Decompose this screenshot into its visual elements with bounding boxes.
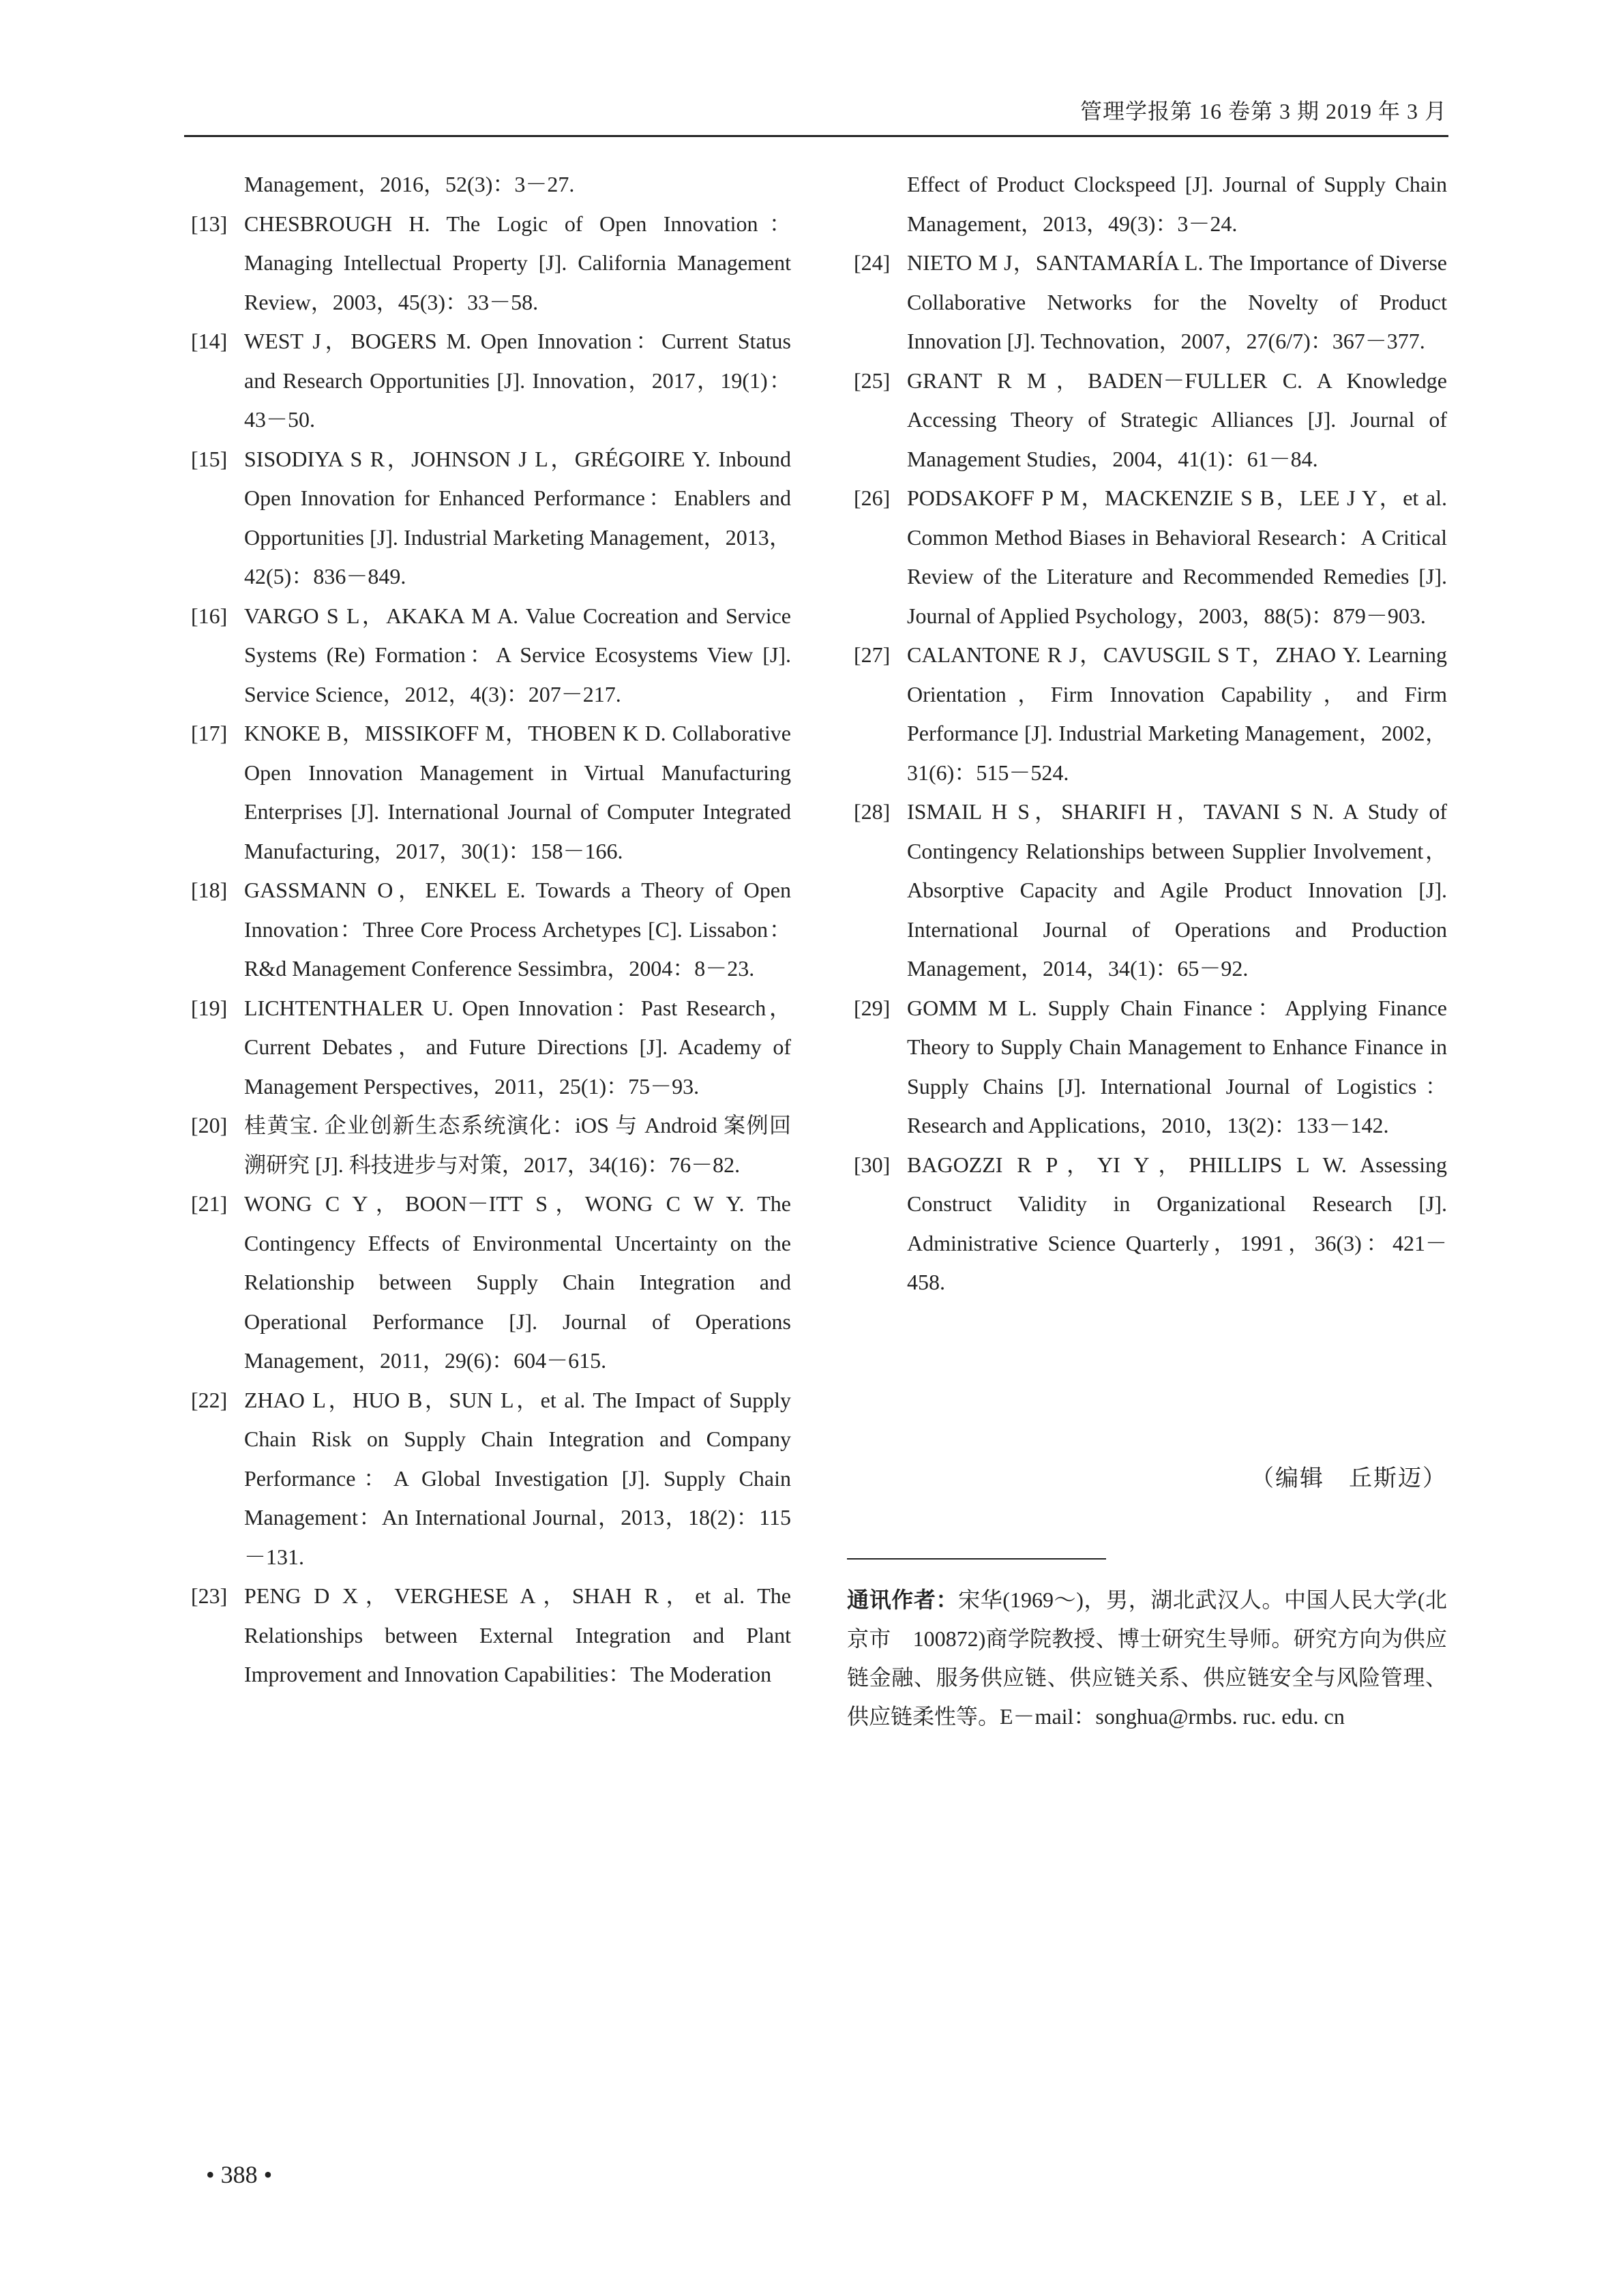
footnote-label: 通讯作者：: [847, 1587, 959, 1613]
reference-number: [14]: [191, 329, 228, 353]
reference-item: [184, 440, 791, 597]
reference-item: [847, 361, 1447, 479]
references-right-column: [847, 165, 1447, 1302]
reference-item: [184, 871, 791, 989]
reference-item: [847, 989, 1447, 1146]
reference-item: [184, 714, 791, 871]
reference-number: [19]: [191, 995, 228, 1020]
reference-item: [184, 989, 791, 1107]
reference-text: NIETO M J，SANTAMARÍA L. The Importance of Diverse Collaborative Networks for the Novelty of Product Innovation [J]. Technovation，2007，27(6/7)：367－377.: [907, 250, 1447, 353]
reference-item: [184, 1381, 791, 1577]
reference-item: [847, 792, 1447, 989]
reference-text: KNOKE B，MISSIKOFF M，THOBEN K D. Collaborative Open Innovation Management in Virtual Manufacturing Enterprises [J]. International Journal of Computer Integrated Manufacturing，2017，30(1)：158－166.: [244, 721, 791, 863]
reference-text: Effect of Product Clockspeed [J]. Journal of Supply Chain Management，2013，49(3)：3－24.: [907, 172, 1447, 236]
reference-text: 桂黄宝. 企业创新生态系统演化：iOS 与 Android 案例回溯研究 [J]. 科技进步与对策，2017，34(16)：76－82.: [244, 1113, 791, 1177]
reference-text: Management，2016，52(3)：3－27.: [244, 172, 575, 196]
reference-text: GASSMANN O，ENKEL E. Towards a Theory of Open Innovation：Three Core Process Archetypes [C]. Lissabon：R&d Management Conference Sessimbra，2004：8－23.: [244, 878, 791, 981]
reference-number: [23]: [191, 1583, 228, 1608]
reference-number: [13]: [191, 211, 228, 236]
reference-item: [184, 322, 791, 440]
reference-number: [15]: [191, 446, 228, 471]
reference-item: [847, 636, 1447, 792]
reference-number: [20]: [191, 1113, 228, 1137]
reference-item: [184, 165, 791, 205]
reference-number: [27]: [854, 642, 891, 667]
reference-text: BAGOZZI R P，YI Y，PHILLIPS L W. Assessing Construct Validity in Organizational Research [J]. Administrative Science Quarterly，1991，36(3)：421－458.: [907, 1152, 1447, 1294]
reference-text: SISODIYA S R，JOHNSON J L，GRÉGOIRE Y. Inbound Open Innovation for Enhanced Performance：Enablers and Opportunities [J]. Industrial Marketing Management，2013，42(5)：836－849.: [244, 446, 791, 588]
footnote-rule: [847, 1558, 1106, 1560]
reference-text: GRANT R M，BADEN－FULLER C. A Knowledge Accessing Theory of Strategic Alliances [J]. Journal of Management Studies，2004，41(1)：61－84.: [907, 368, 1447, 471]
page-number: • 388 •: [206, 2161, 273, 2188]
reference-item: [847, 165, 1447, 243]
reference-number: [18]: [191, 878, 228, 902]
reference-text: CHESBROUGH H. The Logic of Open Innovation：Managing Intellectual Property [J]. California Management Review，2003，45(3)：33－58.: [244, 211, 791, 314]
reference-item: [847, 1146, 1447, 1302]
reference-item: [184, 205, 791, 323]
reference-number: [26]: [854, 486, 891, 510]
reference-number: [21]: [191, 1191, 228, 1216]
editor-note: （编辑 丘斯迈）: [1251, 1465, 1447, 1492]
header-rule: [184, 135, 1448, 137]
reference-text: WEST J，BOGERS M. Open Innovation：Current Status and Research Opportunities [J]. Innovation，2017，19(1)：43－50.: [244, 329, 791, 432]
reference-text: VARGO S L，AKAKA M A. Value Cocreation and Service Systems (Re) Formation：A Service Ecosystems View [J]. Service Science，2012，4(3)：207－217.: [244, 603, 791, 706]
reference-text: PENG D X，VERGHESE A，SHAH R，et al. The Relationships between External Integration and Plant Improvement and Innovation Capabilities：The Moderation: [244, 1583, 791, 1686]
reference-text: ISMAIL H S，SHARIFI H，TAVANI S N. A Study of Contingency Relationships between Supplier Involvement，Absorptive Capacity and Agile Product Innovation [J]. International Journal of Operations and Production Management，2014，34(1)：65－92.: [907, 799, 1447, 981]
reference-text: ZHAO L，HUO B，SUN L，et al. The Impact of Supply Chain Risk on Supply Chain Integration and Company Performance：A Global Investigation [J]. Supply Chain Management：An International Journal，2013，18(2)：115－131.: [244, 1387, 791, 1569]
reference-item: [184, 1106, 791, 1184]
reference-text: LICHTENTHALER U. Open Innovation：Past Research，Current Debates，and Future Directions [J]. Academy of Management Perspectives，2011，25(1)：75－93.: [244, 995, 791, 1099]
reference-number: [28]: [854, 799, 891, 824]
reference-number: [16]: [191, 603, 228, 628]
reference-item: [847, 243, 1447, 361]
reference-text: GOMM M L. Supply Chain Finance：Applying Finance Theory to Supply Chain Management to Enhance Finance in Supply Chains [J]. International Journal of Logistics：Research and Applications，2010，13(2)：133－142.: [907, 995, 1447, 1137]
reference-text: WONG C Y，BOON－ITT S，WONG C W Y. The Contingency Effects of Environmental Uncertainty on the Relationship between Supply Chain Integration and Operational Performance [J]. Journal of Operations Management，2011，29(6)：604－615.: [244, 1191, 791, 1373]
reference-text: CALANTONE R J，CAVUSGIL S T，ZHAO Y. Learning Orientation，Firm Innovation Capability，and Firm Performance [J]. Industrial Marketing Management，2002，31(6)：515－524.: [907, 642, 1447, 785]
footnote-text: 宋华(1969～)，男，湖北武汉人。中国人民大学(北京市 100872)商学院教授、博士研究生导师。研究方向为供应链金融、服务供应链、供应链关系、供应链安全与风险管理、供应链柔性等。E－mail：songhua@rmbs. ruc. edu. cn: [847, 1587, 1447, 1729]
reference-number: [30]: [854, 1152, 891, 1177]
reference-number: [29]: [854, 995, 891, 1020]
corresponding-author-footnote: [847, 1581, 1447, 1736]
reference-number: [17]: [191, 721, 228, 745]
reference-number: [24]: [854, 250, 891, 275]
references-left-column: [184, 165, 791, 1695]
reference-number: [22]: [191, 1387, 228, 1412]
reference-item: [847, 479, 1447, 636]
reference-text: PODSAKOFF P M，MACKENZIE S B，LEE J Y，et al. Common Method Biases in Behavioral Research：A Critical Review of the Literature and Recommended Remedies [J]. Journal of Applied Psychology，2003，88(5)：879－903.: [907, 486, 1447, 628]
running-head: 管理学报第 16 卷第 3 期 2019 年 3 月: [1079, 99, 1447, 123]
reference-item: [184, 1577, 791, 1695]
reference-item: [184, 597, 791, 715]
reference-number: [25]: [854, 368, 891, 393]
reference-item: [184, 1184, 791, 1381]
